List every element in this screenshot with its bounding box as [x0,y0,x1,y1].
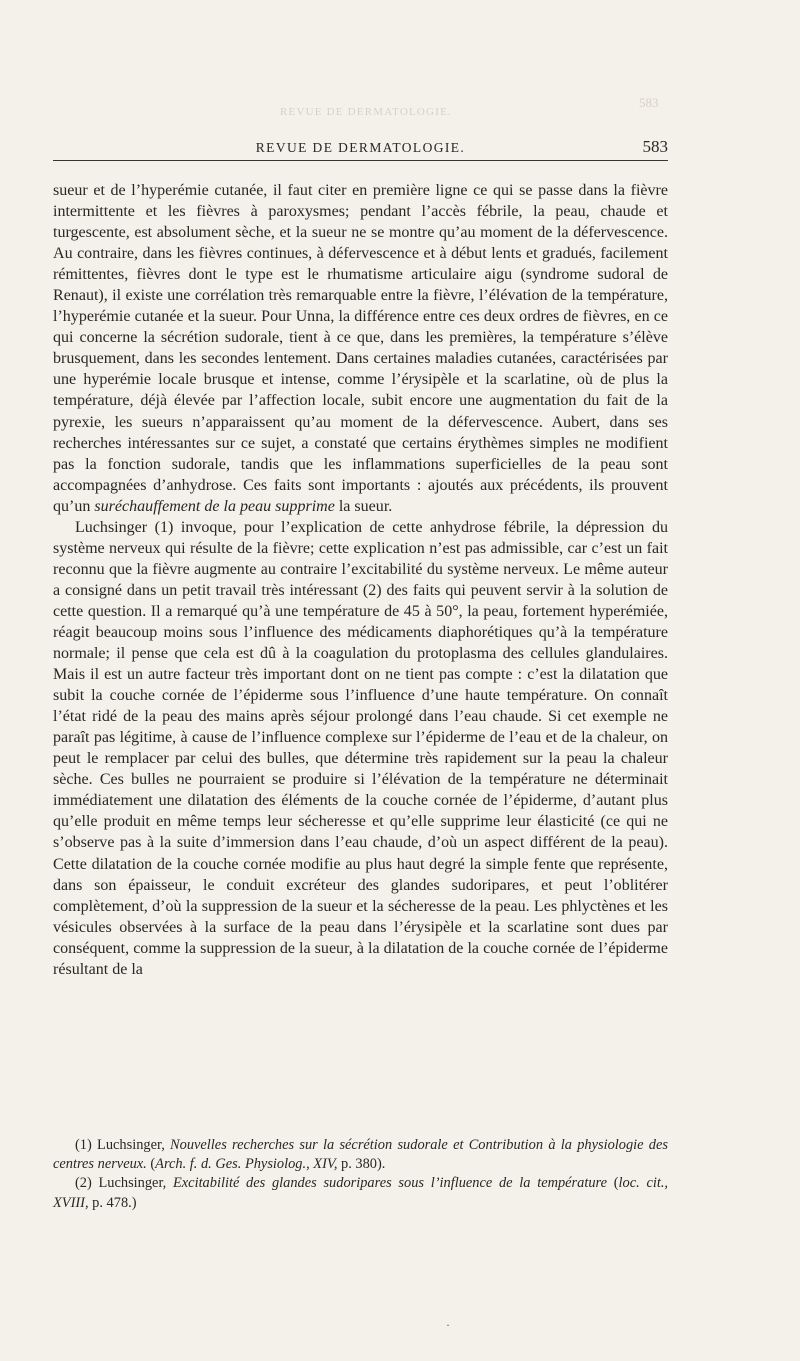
show-through-title: REVUE DE DERMATOLOGIE. [280,106,452,118]
running-title: REVUE DE DERMATOLOGIE. [255,140,466,155]
footnote-source: Arch. f. d. Ges. Physiolog., XIV, [155,1156,338,1173]
footnote-segment: p. 478.) [88,1194,137,1211]
footnote-1 [53,1136,668,1174]
footnote-segment: p. 380). [337,1156,386,1173]
paragraph-1 [53,180,668,517]
page-number: 583 [642,137,668,156]
footnote-source: loc. cit., XVIII, [53,1175,669,1211]
running-head [53,137,668,162]
footnote-segment: ( [607,1175,619,1192]
footnote-title: Nouvelles recherches sur la sécrétion sudorale et Contribution à la physiologie des centres nerveux. [53,1137,668,1173]
footnote-segment: (2) Luchsinger, [75,1175,173,1192]
show-through-number: 583 [639,95,659,110]
bottom-mark: · [446,1318,450,1332]
footnote-title: Excitabilité des glandes sudoripares sous l’influence de la température [173,1175,608,1192]
text-segment: Luchsinger (1) invoque, pour l’explication de cette anhydrose fébrile, la dépression du système nerveux qui résulte de la fièvre; cette explication n’est pas admissible, car c’est un fait reconnu que la fièvre augmente au contraire l’excitabilité du système nerveux. Le même auteur a consigné dans un petit travail très intéressant (2) des faits qui peuvent servir à la solution de cette question. Il a remarqué qu’à une température de 45 à 50°, la peau, fortement hyperémiée, réagit beaucoup moins sous l’influence des médicaments diaphorétiques qu’à la température normale; il pense que cela est dû à la coagulation du protoplasma des cellules glandulaires. Mais il est un autre facteur très important dont on ne tient pas compte : c’est la dilatation que subit la couche cornée de l’épiderme sous l’influence d’une haute température. On connaît l’état ridé de la peau des mains après séjour prolongé dans l’eau chaude. Si cet exemple ne paraît pas légitime, à cause de l’influence complexe sur l’épiderme de l’eau et de la chaleur, on peut le remplacer par celui des bulles, que détermine très rapidement sur la peau la chaleur sèche. Ces bulles ne pourraient se produire si l’élévation de la température ne déterminait immédiatement une dilatation des éléments de la couche cornée de l’épiderme, d’autant plus qu’elle produit en même temps leur sécheresse et qu’elle supprime leur élasticité (ce qui ne s’observe pas à la suite d’immersion dans l’eau chaude, d’où un aspect différent de la peau). Cette dilatation de la couche cornée modifie au plus haut degré la simple fente que représente, dans son épaisseur, le conduit excréteur des glandes sudoripares, et peut l’oblitérer complètement, d’où la suppression de la sueur et la sécheresse de la peau. Les phlyctènes et les vésicules observées à la surface de la peau dans l’érysipèle et la scarlatine sont dues par conséquent, comme la suppression de la sueur, à la dilatation de la couche cornée de l’épiderme résultant de la [53,518,668,978]
footnote-segment: ( [146,1156,156,1173]
footnote-2 [53,1174,668,1212]
italic-phrase: suréchauffement de la peau supprime [94,497,335,515]
paragraph-2 [53,517,668,980]
footnote-segment: (1) Luchsinger, [75,1137,171,1153]
text-segment: la sueur. [334,497,393,515]
footnotes [53,1136,668,1213]
header-rule [53,160,668,161]
text-segment: sueur et de l’hyperémie cutanée, il faut citer en première ligne ce qui se passe dans la fièvre intermittente et les fièvres à paroxysmes; pendant l’accès fébrile, la peau, chaude et turgescente, est absolument sèche, et la sueur ne se montre qu’au moment de la défervescence. Au contraire, dans les fièvres continues, à défervescence et à début lents et gradués, facilement rémittentes, fièvres dont le type est le rhumatisme articulaire aigu (syndrome sudoral de Renaut), il existe une corrélation très remarquable entre la fièvre, l’élévation de la température, l’hyperémie cutanée et la sueur. Pour Unna, la différence entre ces deux ordres de fièvres, en ce qui concerne la sécrétion sudorale, tient à ce que, dans les premières, la température s’élève brusquement, dans les secondes lentement. Dans certaines maladies cutanées, caractérisées par une hyperémie locale brusque et intense, comme l’érysipèle et la scarlatine, où de plus la température, déjà élevée par l’affection locale, subit encore une augmentation du fait de la pyrexie, les sueurs n’apparaissent qu’au moment de la défervescence. Aubert, dans ses recherches intéressantes sur ce sujet, a constaté que certains érythèmes simples ne modifient pas la fonction sudorale, tandis que les inflammations superficielles de la peau sont accompagnées d’anhydrose. Ces faits sont importants : ajoutés aux précédents, ils prouvent qu’un [53,182,668,515]
body-text [53,180,668,980]
